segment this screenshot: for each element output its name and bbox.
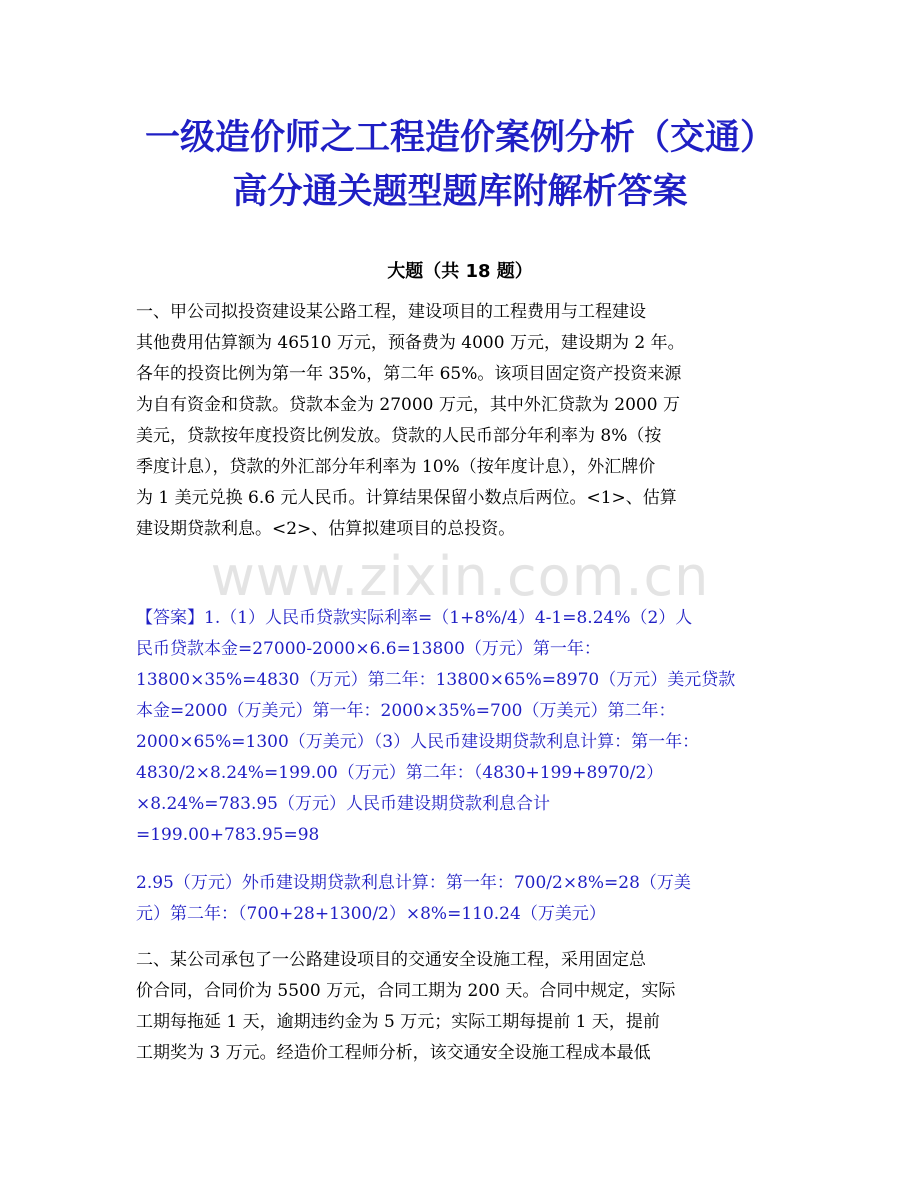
answer-1 — [136, 603, 786, 851]
question-1-line: 为 1 美元兑换 6.6 元人民币。计算结果保留小数点后两位。<1>、估算 — [136, 488, 677, 508]
answer-1-continuation-line: 元）第二年：（700+28+1300/2）×8%=110.24（万美元） — [136, 904, 606, 924]
answer-1-line: 【答案】1.（1）人民币贷款实际利率=（1+8%/4）4-1=8.24%（2）人 — [136, 608, 693, 628]
question-2-line: 二、某公司承包了一公路建设项目的交通安全设施工程，采用固定总 — [136, 950, 646, 970]
question-1-line: 建设期贷款利息。<2>、估算拟建项目的总投资。 — [136, 519, 516, 539]
question-2-line: 工期奖为 3 万元。经造价工程师分析，该交通安全设施工程成本最低 — [136, 1043, 651, 1063]
question-2-line: 工期每拖延 1 天，逾期违约金为 5 万元；实际工期每提前 1 天，提前 — [136, 1012, 660, 1032]
answer-1-line: 民币贷款本金=27000-2000×6.6=13800（万元）第一年： — [136, 639, 601, 659]
question-2 — [136, 945, 786, 1069]
question-2-line: 价合同，合同价为 5500 万元，合同工期为 200 天。合同中规定，实际 — [136, 981, 676, 1001]
watermark: www.zixin.com.cn — [210, 545, 710, 608]
answer-1-line: 本金=2000（万美元）第一年：2000×35%=700（万美元）第二年： — [136, 701, 676, 721]
question-1-line: 各年的投资比例为第一年 35%，第二年 65%。该项目固定资产投资来源 — [136, 364, 682, 384]
document-title-line-1: 一级造价师之工程造价案例分析（交通） — [144, 118, 775, 158]
answer-1-line: ×8.24%=783.95（万元）人民币建设期贷款利息合计 — [136, 794, 550, 814]
answer-1-line: 2000×65%=1300（万美元）（3）人民币建设期贷款利息计算：第一年： — [136, 732, 700, 752]
answer-1-line: 13800×35%=4830（万元）第二年：13800×65%=8970（万元）美元贷款 — [136, 670, 736, 690]
question-1-line: 其他费用估算额为 46510 万元，预备费为 4000 万元，建设期为 2 年。 — [136, 333, 685, 353]
question-1-line: 季度计息），贷款的外汇部分年利率为 10%（按年度计息），外汇牌价 — [136, 457, 656, 477]
answer-1-continuation-line: 2.95（万元）外币建设期贷款利息计算：第一年：700/2×8%=28（万美 — [136, 873, 691, 893]
answer-1-line: =199.00+783.95=98 — [136, 825, 320, 845]
document-title-line-2: 高分通关题型题库附解析答案 — [232, 172, 688, 212]
question-1-line: 一、甲公司拟投资建设某公路工程，建设项目的工程费用与工程建设 — [136, 302, 646, 322]
question-1 — [136, 297, 786, 545]
answer-1-line: 4830/2×8.24%=199.00（万元）第二年：（4830+199+8970/2） — [136, 763, 664, 783]
question-1-line: 为自有资金和贷款。贷款本金为 27000 万元，其中外汇贷款为 2000 万 — [136, 395, 680, 415]
question-1-line: 美元，贷款按年度投资比例发放。贷款的人民币部分年利率为 8%（按 — [136, 426, 662, 446]
answer-1-continuation — [136, 868, 786, 930]
section-heading: 大题（共 18 题） — [387, 261, 533, 282]
